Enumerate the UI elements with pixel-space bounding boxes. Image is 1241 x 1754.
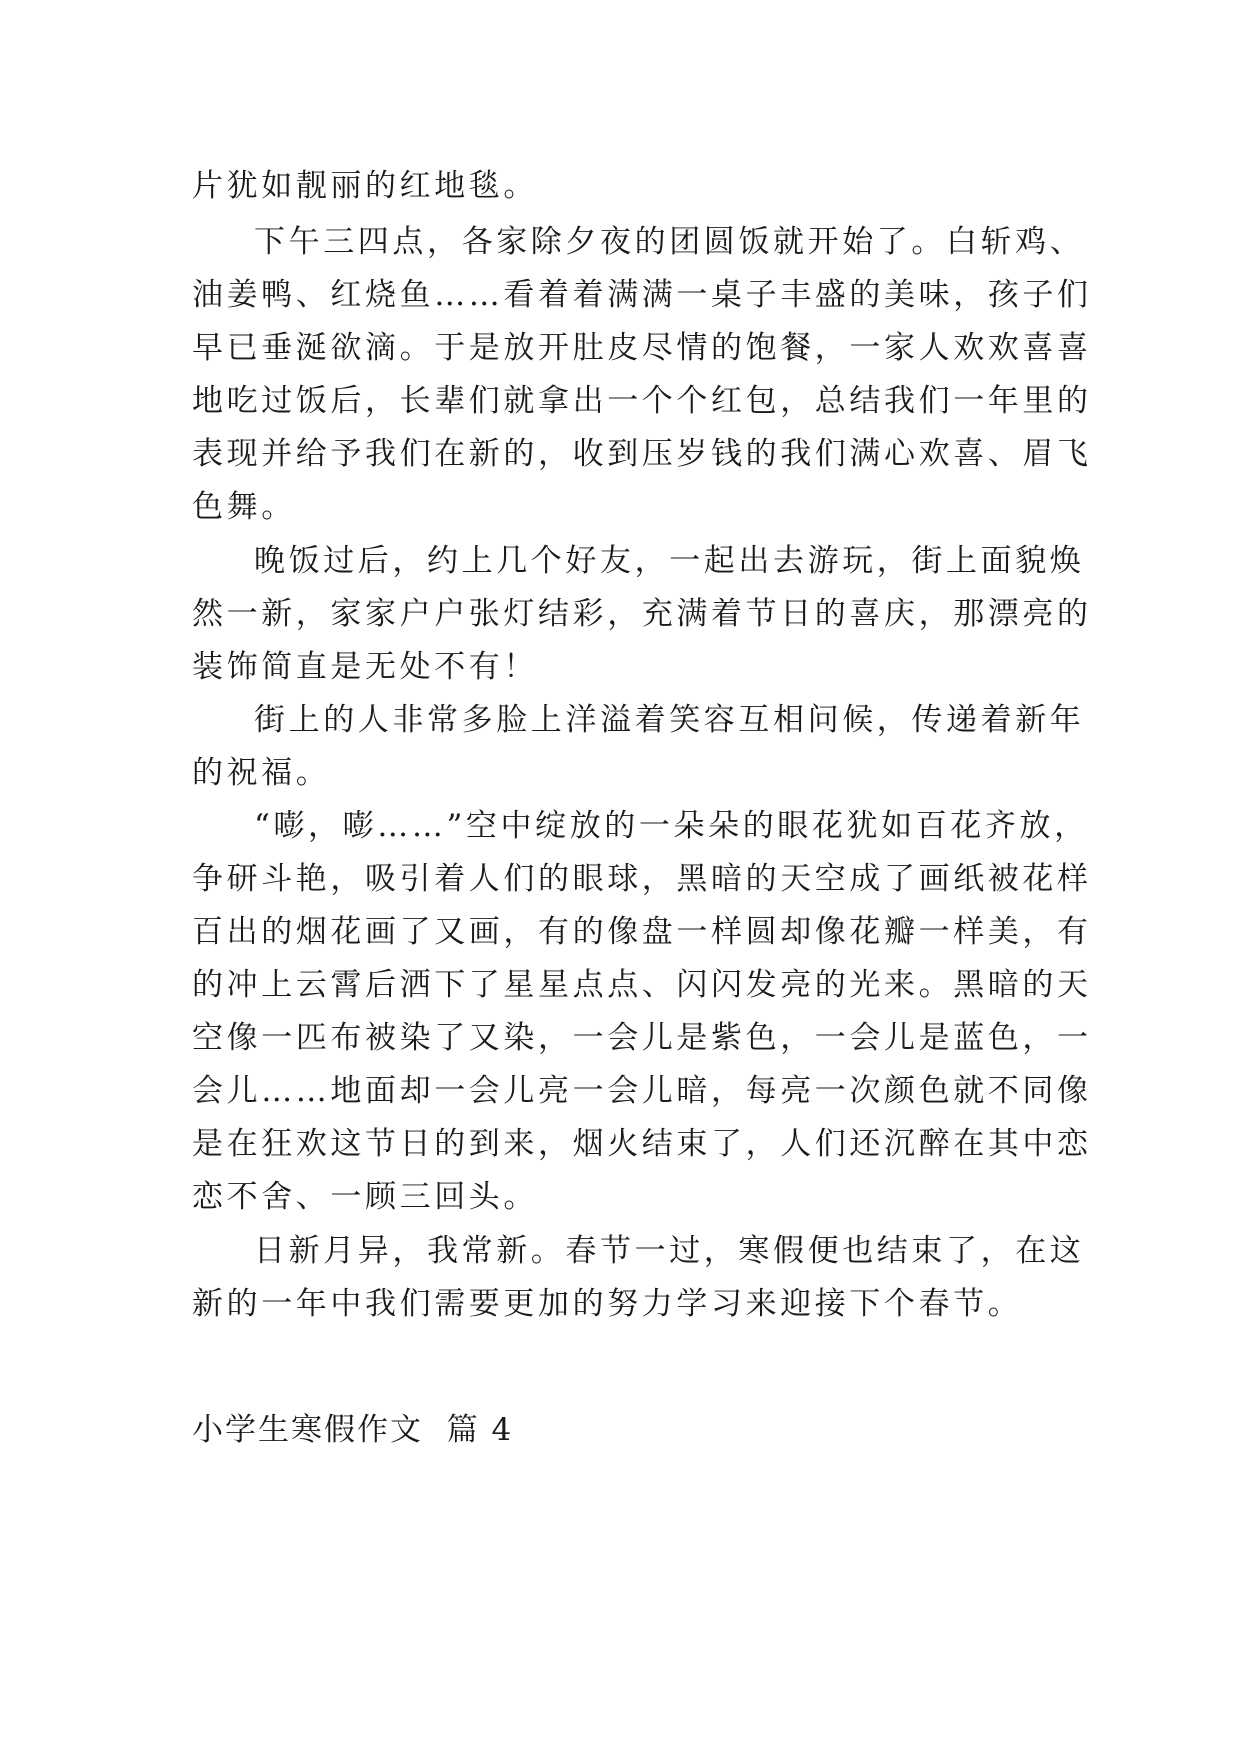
text-line: 早已垂涎欲滴。于是放开肚皮尽情的饱餐，一家人欢欢喜喜 [192,330,1092,366]
text-line: 空像一匹布被染了又染，一会儿是紫色，一会儿是蓝色，一 [192,1020,1092,1056]
text-line: 装饰简直是无处不有！ [192,649,538,685]
text-line: 片犹如靓丽的红地毯。 [192,168,538,204]
text-line: 会儿……地面却一会儿亮一会儿暗，每亮一次颜色就不同像 [192,1073,1092,1109]
text-line: 争研斗艳，吸引着人们的眼球，黑暗的天空成了画纸被花样 [192,861,1092,897]
text-line: 油姜鸭、红烧鱼……看着着满满一桌子丰盛的美味，孩子们 [192,277,1092,313]
text-line: 是在狂欢这节日的到来，烟火结束了，人们还沉醉在其中恋 [192,1126,1092,1162]
text-line: 百出的烟花画了又画，有的像盘一样圆却像花瓣一样美，有 [192,914,1092,950]
text-line: 日新月异，我常新。春节一过，寒假便也结束了，在这 [254,1233,1085,1269]
text-line: 地吃过饭后，长辈们就拿出一个个红包，总结我们一年里的 [192,383,1092,419]
text-line: 新的一年中我们需要更加的努力学习来迎接下个春节。 [192,1286,1023,1322]
text-line: 的祝福。 [192,755,331,791]
text-line: 街上的人非常多脸上洋溢着笑容互相问候，传递着新年 [254,702,1085,738]
text-line: 恋不舍、一顾三回头。 [192,1179,538,1215]
text-line: 表现并给予我们在新的，收到压岁钱的我们满心欢喜、眉飞 [192,436,1092,472]
text-line: 下午三四点，各家除夕夜的团圆饭就开始了。白斩鸡、 [254,224,1085,260]
section-heading: 小学生寒假作文 篇 4 [192,1412,514,1448]
text-line: 色舞。 [192,489,296,525]
text-line: 的冲上云霄后洒下了星星点点、闪闪发亮的光来。黑暗的天 [192,967,1092,1003]
text-line: 然一新，家家户户张灯结彩，充满着节日的喜庆，那漂亮的 [192,596,1092,632]
text-line: 晚饭过后，约上几个好友，一起出去游玩，街上面貌焕 [254,543,1085,579]
text-line: “嘭，嘭……”空中绽放的一朵朵的眼花犹如百花齐放， [254,808,1089,844]
